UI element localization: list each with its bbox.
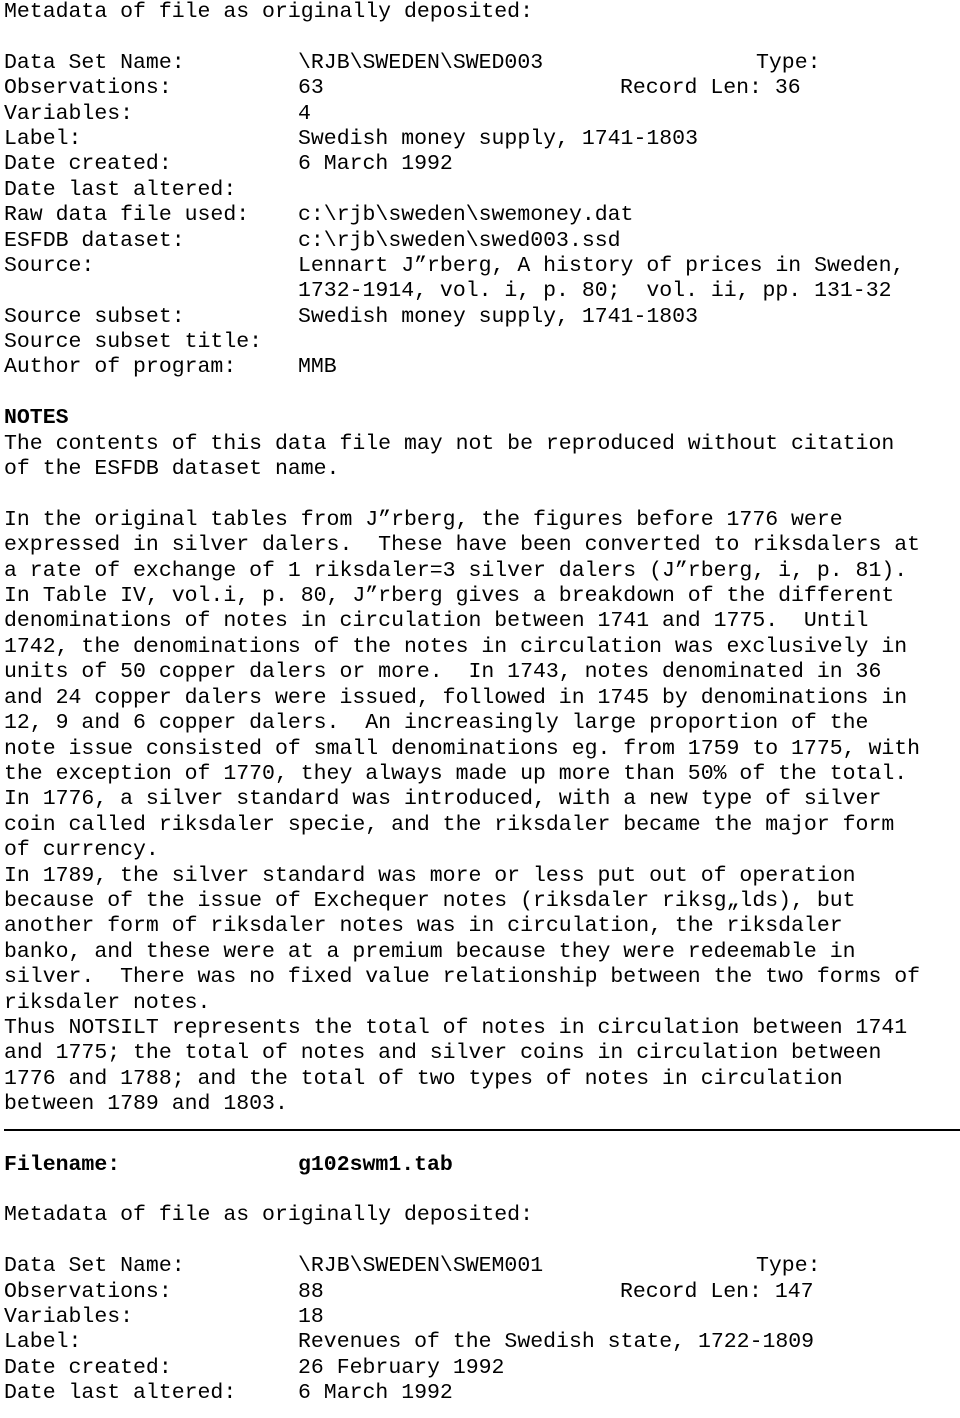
metadata-row-observations (4, 76, 956, 101)
metadata-value: 4 (298, 101, 311, 126)
metadata-key: Observations: (4, 76, 172, 101)
metadata-row-raw-data-file (4, 203, 956, 228)
metadata-value: Revenues of the Swedish state, 1722-1809 (298, 1330, 815, 1355)
metadata-row-label (4, 1330, 956, 1355)
metadata-key: Data Set Name: (4, 1254, 185, 1279)
metadata-key: Source: (4, 253, 95, 278)
metadata-value: 6 March 1992 (298, 1381, 453, 1406)
spacer (4, 1178, 956, 1203)
metadata-key: Variables: (4, 1304, 134, 1329)
metadata-row-esfdb-dataset (4, 229, 956, 254)
spacer (4, 482, 956, 507)
metadata-key: Source subset title: (4, 330, 263, 355)
metadata-key: Label: (4, 126, 82, 151)
metadata-row-source-subset (4, 305, 956, 330)
metadata-value: 63 (298, 76, 324, 101)
metadata-key: Date created: (4, 152, 172, 177)
metadata-row-date-created (4, 1356, 956, 1381)
metadata-row-author (4, 355, 956, 380)
section1-heading: Metadata of file as originally deposited: (4, 0, 533, 24)
metadata-row-date-last-altered (4, 178, 956, 203)
metadata-value: 18 (298, 1304, 324, 1329)
metadata-value: c:\rjb\sweden\swed003.ssd (298, 228, 621, 253)
metadata-row-date-last-altered (4, 1381, 956, 1406)
metadata-tag: Record Len: 147 (620, 1279, 814, 1304)
metadata-value: 6 March 1992 (298, 152, 453, 177)
metadata-value: 1732-1914, vol. i, p. 80; vol. ii, pp. 131-32 (298, 279, 892, 304)
metadata-value: Swedish money supply, 1741-1803 (298, 304, 698, 329)
metadata-key: Date last altered: (4, 1381, 237, 1406)
metadata-value: \RJB\SWEDEN\SWEM001 (298, 1254, 544, 1279)
metadata-tag: Record Len: 36 (620, 76, 801, 101)
metadata-row-source-subset-title (4, 330, 956, 355)
metadata-row-dataset-name (4, 51, 956, 76)
notes-heading: NOTES (4, 406, 69, 431)
metadata-key: Label: (4, 1330, 82, 1355)
metadata-value: c:\rjb\sweden\swemoney.dat (298, 203, 634, 228)
metadata-row-source (4, 254, 956, 279)
metadata-row-observations (4, 1280, 956, 1305)
notes-paragraph-citation: The contents of this data file may not be reproduced without citation of the ESFDB dataset name. (4, 431, 895, 482)
metadata-value: Lennart J”rberg, A history of prices in Sweden, (298, 253, 905, 278)
metadata-row-dataset-name (4, 1254, 956, 1279)
metadata-tag: Type: (756, 1254, 821, 1279)
document-page (4, 0, 956, 1407)
metadata-key: Raw data file used: (4, 203, 250, 228)
filename-row (4, 1153, 956, 1178)
section-divider (4, 1129, 960, 1131)
filename-value: g102swm1.tab (298, 1152, 453, 1177)
metadata-key: ESFDB dataset: (4, 228, 185, 253)
metadata-row-label (4, 127, 956, 152)
metadata-key: Data Set Name: (4, 50, 185, 75)
metadata-row-variables (4, 102, 956, 127)
metadata-key (4, 279, 298, 304)
metadata-row-date-created (4, 152, 956, 177)
metadata-key: Date created: (4, 1355, 172, 1380)
metadata-key: Observations: (4, 1279, 172, 1304)
metadata-tag: Type: (756, 50, 821, 75)
metadata-value: MMB (298, 355, 337, 380)
metadata-value: 26 February 1992 (298, 1355, 505, 1380)
metadata-key: Source subset: (4, 304, 185, 329)
notes-paragraph-body: In the original tables from J”rberg, the figures before 1776 were expressed in silver dalers. These have been converted to riksdalers at a rate of exchange of 1 riksdaler=3 silver dalers (J”rberg, i, p. 81). In Table IV, vol.i, p. 80, J”rberg gives a breakdown of the different denominations of notes in circulation between 1741 and 1775. Until 1742, the denominations of the notes in circulation was exclusively in units of 50 copper dalers or more. In 1743, notes denominated in 36 and 24 copper dalers were issued, followed in 1745 by denominations in 12, 9 and 6 copper dalers. An increasingly large proportion of the note issue consisted of small denominations eg. from 1759 to 1775, with the exception of 1770, they always made up more than 50% of the total. In 1776, a silver standard was introduced, with a new type of silver coin called riksdaler specie, and the riksdaler became the major form of currency. In 1789, the silver standard was more or less put out of operation because of the issue of Exchequer notes (riksdaler riksg„lds), but another form of riksdaler notes was in circulation, the riksdaler banko, and these were at a premium because they were redeemable in silver. There was no fixed value relationship between the two forms of riksdaler notes. Thus NOTSILT represents the total of notes in circulation between 1741 and 1775; the total of notes and silver coins in circulation between 1776 and 1788; and the total of two types of notes in circulation between 1789 and 1803. (4, 507, 921, 1117)
metadata-value: Swedish money supply, 1741-1803 (298, 126, 698, 151)
spacer (4, 381, 956, 406)
metadata-value: \RJB\SWEDEN\SWED003 (298, 50, 544, 75)
section2-heading: Metadata of file as originally deposited: (4, 1203, 533, 1228)
metadata-key: Date last altered: (4, 177, 237, 202)
metadata-key: Variables: (4, 101, 134, 126)
metadata-row-source-continued (4, 279, 956, 304)
metadata-row-variables (4, 1305, 956, 1330)
metadata-key: Author of program: (4, 355, 237, 380)
spacer (4, 1229, 956, 1254)
metadata-value: 88 (298, 1279, 324, 1304)
filename-label: Filename: (4, 1152, 121, 1177)
spacer (4, 25, 956, 50)
